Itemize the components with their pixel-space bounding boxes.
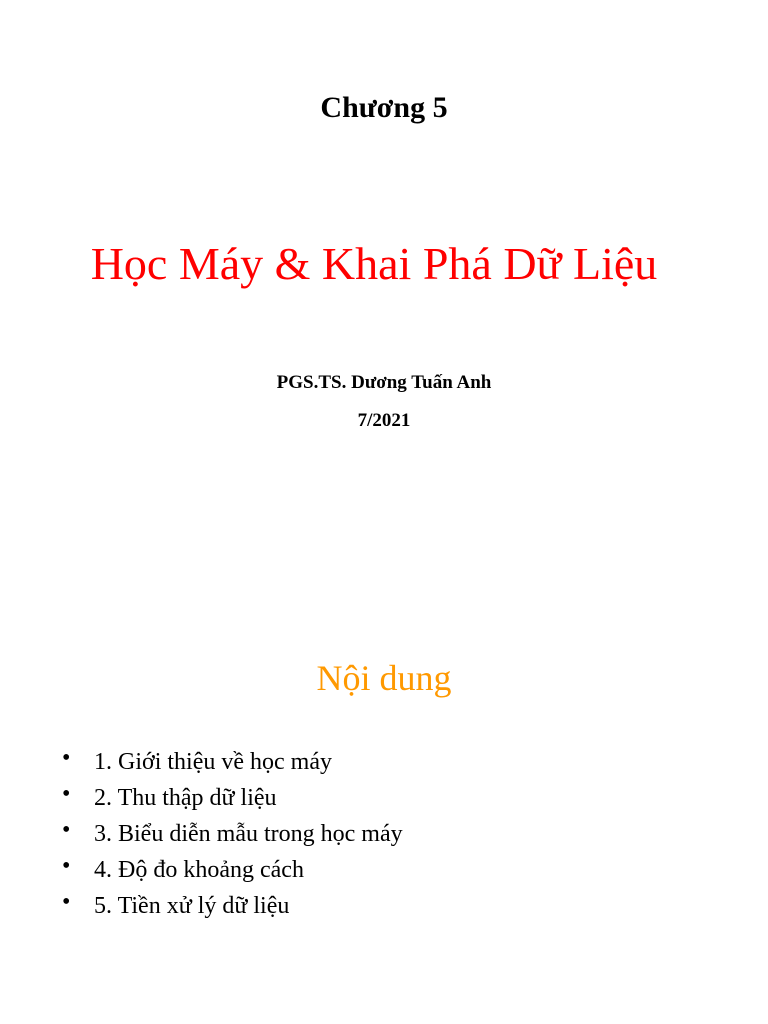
slide-title: Học Máy & Khai Phá Dữ Liệu <box>90 238 658 289</box>
author-name: PGS.TS. Dương Tuấn Anh <box>276 372 492 393</box>
list-item-text: 3. Biểu diễn mẫu trong học máy <box>94 821 403 847</box>
list-item-text: 5. Tiền xử lý dữ liệu <box>94 893 290 919</box>
list-item-text: 1. Giới thiệu về học máy <box>94 749 332 775</box>
list-item <box>62 888 742 924</box>
contents-list <box>62 744 742 924</box>
bullet-icon: • <box>62 781 71 807</box>
list-item <box>62 780 742 816</box>
contents-heading: Nội dung <box>316 658 452 698</box>
bullet-icon: • <box>62 817 71 843</box>
chapter-label: Chương 5 <box>320 91 448 124</box>
list-item-text: 2. Thu thập dữ liệu <box>94 785 277 811</box>
bullet-icon: • <box>62 853 71 879</box>
list-item-text: 4. Độ đo khoảng cách <box>94 857 304 883</box>
list-item <box>62 744 742 780</box>
bullet-icon: • <box>62 745 71 771</box>
bullet-icon: • <box>62 889 71 915</box>
list-item <box>62 852 742 888</box>
list-item <box>62 816 742 852</box>
presentation-date: 7/2021 <box>357 410 411 431</box>
